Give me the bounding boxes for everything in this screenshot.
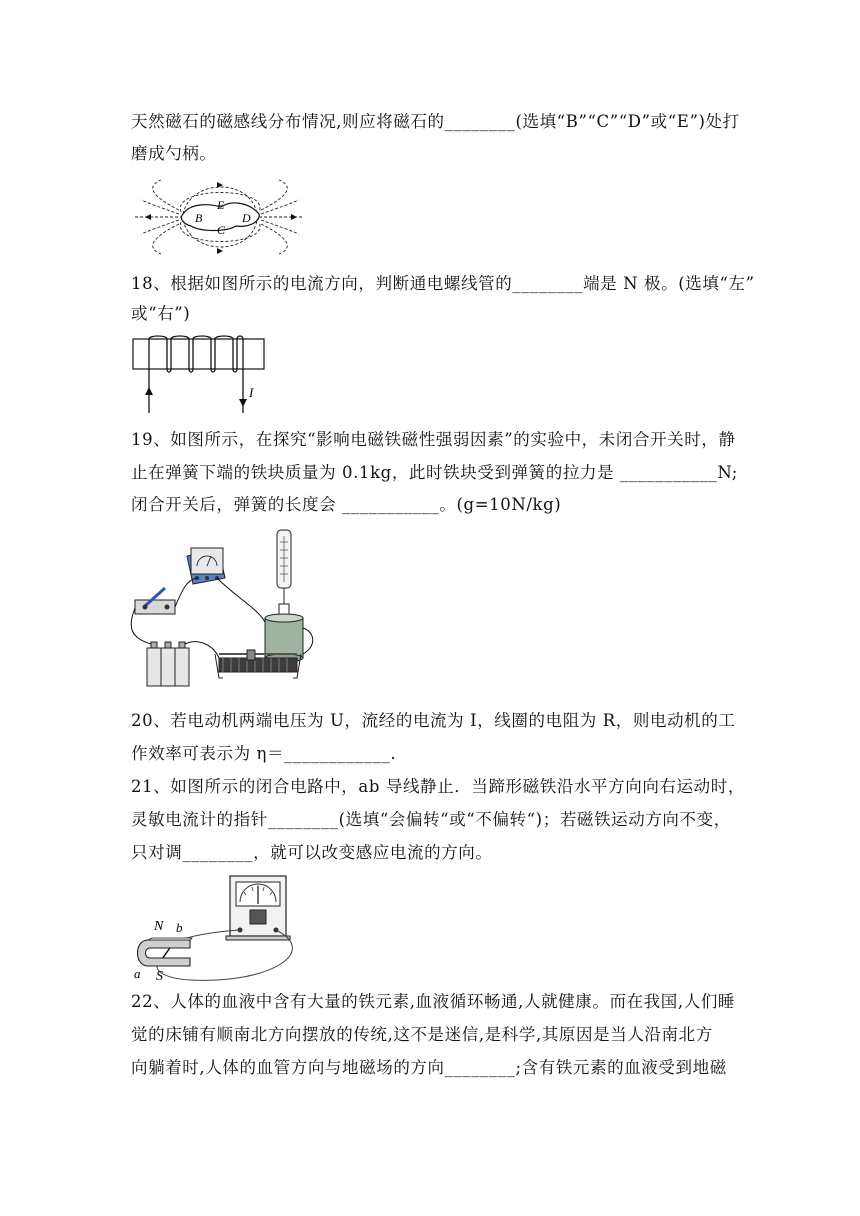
text-line: 22、人体的血液中含有大量的铁元素,血液循环畅通,人就健康。而在我国,人们睡 xyxy=(131,992,736,1011)
pole-label-s: S xyxy=(156,969,163,984)
electromagnet-experiment-figure xyxy=(127,528,317,690)
solenoid-figure xyxy=(131,335,267,415)
text-line: 19、如图所示，在探究“影响电磁铁磁性强弱因素”的实验中，未闭合开关时，静 xyxy=(131,430,736,449)
text-line: 20、若电动机两端电压为 U，流经的电流为 I，线圈的电阻为 R，则电动机的工 xyxy=(131,711,736,730)
text-line: 天然磁石的磁感线分布情况,则应将磁石的________(选填“B”“C”“D”或“E”)处打 xyxy=(131,112,740,131)
text-line: 只对调________，就可以改变感应电流的方向。 xyxy=(131,843,493,862)
induction-figure xyxy=(130,872,302,986)
text-line: 闭合开关后，弹簧的长度会 ___________。(g=10N/kg) xyxy=(131,495,562,514)
text-line: 作效率可表示为 η＝____________. xyxy=(131,744,397,763)
text-line: 向躺着时,人体的血管方向与地磁场的方向________;含有铁元素的血液受到地磁 xyxy=(131,1058,727,1077)
text-line: 灵敏电流计的指针________(选填“会偏转“或“不偏转“)；若磁铁运动方向不变， xyxy=(131,810,731,829)
text-line: 18、根据如图所示的电流方向，判断通电螺线管的________端是 N 极。(选填“左” xyxy=(131,274,755,293)
text-line: 止在弹簧下端的铁块质量为 0.1kg，此时铁块受到弹簧的拉力是 ___________N; xyxy=(131,463,738,482)
wire-label-b: b xyxy=(176,920,183,935)
wire-label-a: a xyxy=(134,966,141,981)
text-line: 或“右”) xyxy=(131,304,191,323)
point-label: E xyxy=(217,198,225,212)
point-label: D xyxy=(242,211,251,225)
current-label: I xyxy=(249,385,254,400)
point-label: C xyxy=(217,223,226,237)
magnet-field-figure xyxy=(131,176,306,258)
text-line: 觉的床铺有顺南北方向摆放的传统,这不是迷信,是科学,其原因是当人沿南北方 xyxy=(131,1025,713,1044)
text-line: 磨成勺柄。 xyxy=(131,144,217,163)
point-label: B xyxy=(195,211,203,225)
pole-label-n: N xyxy=(154,919,164,934)
text-line: 21、如图所示的闭合电路中，ab 导线静止．当蹄形磁铁沿水平方向向右运动时， xyxy=(131,777,745,796)
